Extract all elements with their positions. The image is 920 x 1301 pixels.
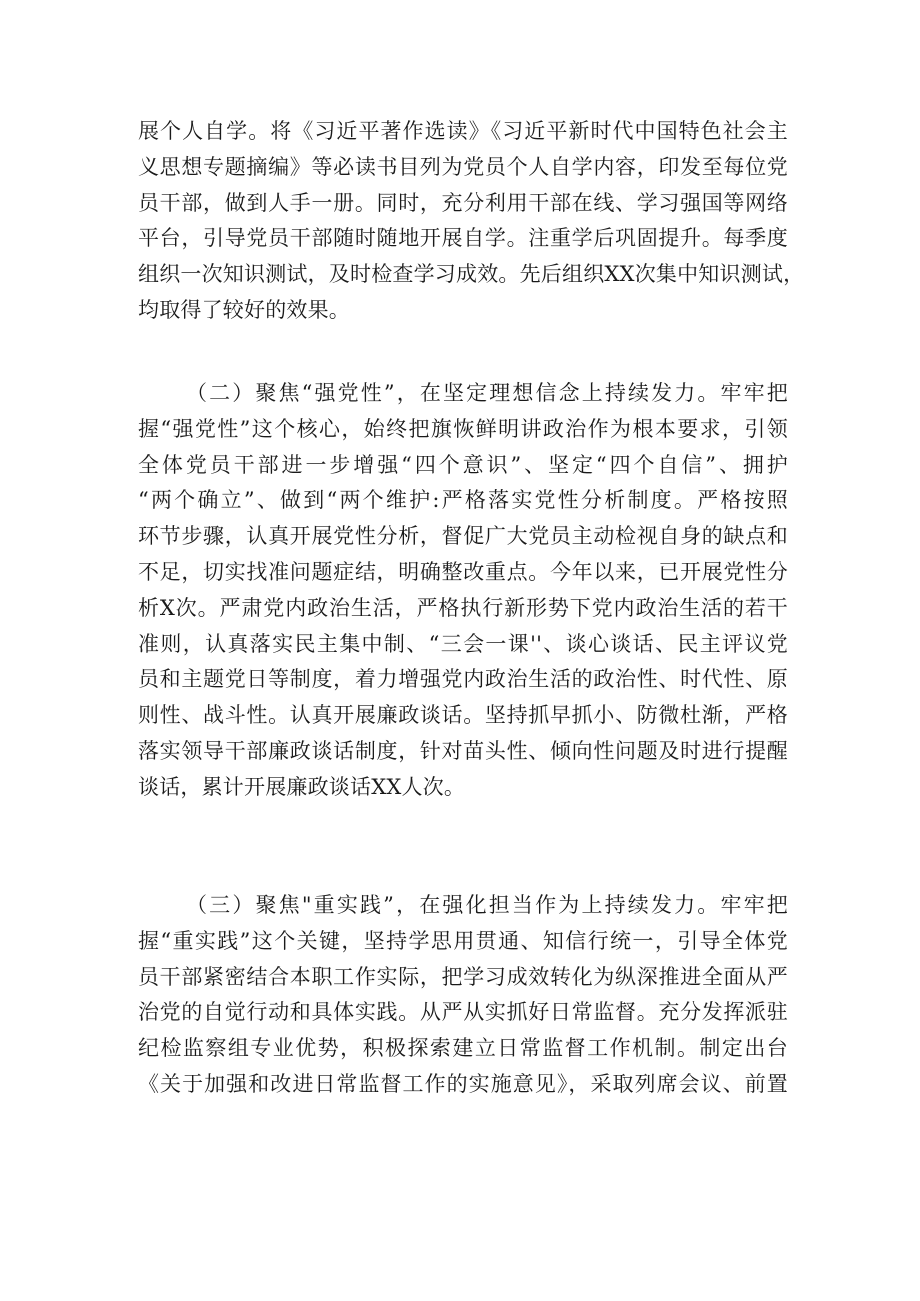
text-line: 平台，引导党员干部随时随地开展自学。注重学后巩固提升。每季度 (138, 226, 788, 251)
text-line: 析X次。严肃党内政治生活，严格执行新形势下党内政治生活的若干 (138, 595, 788, 620)
section-heading-line: （二）聚焦“强党性”，在坚定理想信念上持续发力。牢牢把 (186, 381, 788, 405)
text-line: 均取得了较好的效果。 (138, 297, 350, 322)
paragraph-self-study (138, 114, 805, 329)
text-line: 员干部，做到人手一册。同时，充分利用干部在线、学习强国等网络 (138, 190, 788, 215)
text-line: 员干部紧密结合本职工作实际，把学习成效转化为纵深推进全面从严 (138, 964, 788, 989)
section-heading-line: （三）聚焦"重实践”，在强化担当作为上持续发力。牢牢把 (186, 893, 788, 917)
text-line: 环节步骤，认真开展党性分析，督促广大党员主动检视自身的缺点和 (138, 524, 788, 549)
text-line: “两个确立”、做到“两个维护:严格落实党性分析制度。严格按照 (138, 488, 788, 513)
paragraph-practice (138, 888, 788, 1103)
text-line: 治党的自觉行动和具体实践。从严从实抓好日常监督。充分发挥派驻 (138, 1000, 788, 1025)
paragraph-party-spirit (138, 376, 788, 806)
text-line: 义思想专题摘编》等必读书目列为党员个人自学内容，印发至每位党 (138, 154, 788, 179)
text-line: 谈话，累计开展廉政谈话XX人次。 (138, 774, 466, 799)
text-line: 不足，切实找准问题症结，明确整改重点。今年以来，已开展党性分 (138, 559, 788, 584)
text-line: 《关于加强和改进日常监督工作的实施意见》，采取列席会议、前置 (138, 1071, 788, 1096)
text-line: 组织一次知识测试，及时检查学习成效。先后组织XX次集中知识测试， (138, 262, 805, 287)
text-line: 落实领导干部廉政谈话制度，针对苗头性、倾向性问题及时进行提醒 (138, 738, 788, 763)
text-line: 则性、战斗性。认真开展廉政谈话。坚持抓早抓小、防微杜渐，严格 (138, 703, 788, 728)
text-line: 准则，认真落实民主集中制、“三会一课''、谈心谈话、民主评议党 (138, 631, 788, 656)
text-line: 全体党员干部进一步增强“四个意识”、坚定“四个自信”、拥护 (138, 452, 788, 477)
text-line: 纪检监察组专业优势，积极探索建立日常监督工作机制。制定出台 (138, 1036, 788, 1061)
text-line: 握“强党性”这个核心，始终把旗恢鲜明讲政治作为根本要求，引领 (138, 416, 788, 441)
text-line: 展个人自学。将《习近平著作选读》《习近平新时代中国特色社会主 (138, 119, 788, 143)
text-line: 握“重实践”这个关键，坚持学思用贯通、知信行统一，引导全体党 (138, 928, 788, 953)
text-line: 员和主题党日等制度，着力增强党内政治生活的政治性、时代性、原 (138, 667, 788, 692)
